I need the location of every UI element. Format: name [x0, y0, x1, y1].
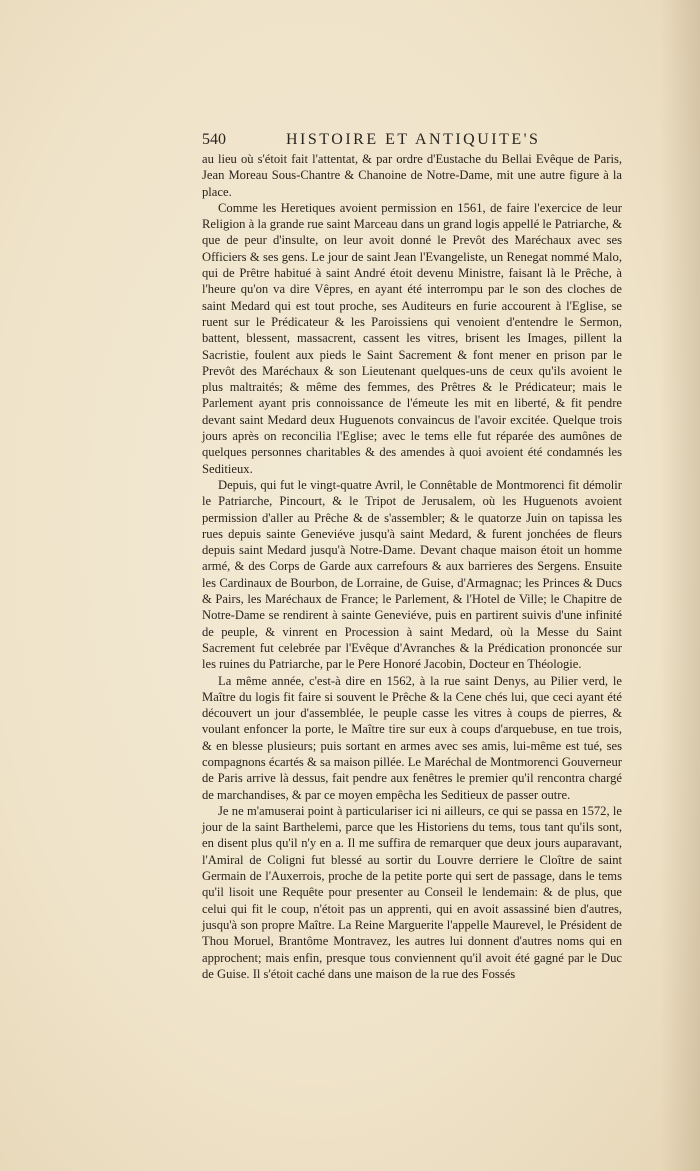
paragraph-rue-saint-denys-1562: La même année, c'est-à dire en 1562, à la rue saint Denys, au Pilier verd, le Maître du logis fit faire si souvent le Prêche & la Cene chés lui, que ceci ayant été découvert un jour d'assemblée, le peuple casse les vitres à coups de pierres, & voulant enfoncer la porte, le Maître tire sur eux à coups d'arquebuse, en tue trois, & en blesse plusieurs; puis sortant en armes avec ses amis, lui-même est tué, ses compagnons écartés & sa maison pillée. Le Maréchal de Montmorenci Gouverneur de Paris arrive là dessus, fait pendre aux fenêtres le premier qu'il rencontra chargé de marchandises, & par ce moyen empêcha les Seditieux de passer outre.	[202, 673, 622, 802]
paragraph-heretiques-1561: Comme les Heretiques avoient permission en 1561, de faire l'exercice de leur Religion à la grande rue saint Marceau dans un grand logis appellé le Patriarche, & que de peur d'insulte, on leur avoit donné le Prevôt des Maréchaux avec ses Officiers & ses gens. Le jour de saint Jean l'Evangeliste, un Renegat nommé Malo, qui de Prêtre habitué à saint André étoit devenu Ministre, faisant là le Prêche, à l'heure qu'on va dire Vêpres, en ayant été interrompu par le son des cloches de saint Medard qui est tout proche, ses Auditeurs en furie accourent à l'Eglise, se ruent sur le Prédicateur & les Paroissiens qui venoient d'entendre le Sermon, battent, blessent, massacrent, cassent les vitres, brisent les Images, pillent la Sacristie, foulent aux pieds le Saint Sacrement & font mener en prison par le Prevôt des Maréchaux & son Lieutenant quelques-uns de ceux qu'ils avoient le plus maltraités; & même des femmes, des Prêtres & le Prédicateur; mais le Parlement ayant pris connoissance de l'émeute les mit en liberté, & fit pendre devant saint Medard deux Huguenots convaincus de l'avoir excitée. Quelque trois jours après on reconcilia l'Eglise; avec le tems elle fut réparée des aumônes de quelques personnes charitables & des amendes à quoi avoient été condamnés les Seditieux.	[202, 200, 622, 476]
paragraph-continuation: au lieu où s'étoit fait l'attentat, & par ordre d'Eustache du Bellai Evêque de Paris, Jean Moreau Sous-Chantre & Chanoine de Notre-Dame, mit une autre figure à la place.	[202, 152, 622, 199]
paragraph-saint-barthelemi-1572: Je ne m'amuserai point à particulariser ici ni ailleurs, ce qui se passa en 1572, le jour de la saint Barthelemi, parce que les Historiens du tems, tous tant qu'ils sont, en disent plus qu'il n'y en a. Il me suffira de remarquer que deux jours auparavant, l'Amiral de Coligni fut blessé au sortir du Louvre derriere le Cloître de saint Germain de l'Auxerrois, proche de la petite porte qui sert de passage, dans le tems qu'il lisoit une Requête pour presenter au Conseil le lendemain: & de plus, que celui qui fit le coup, n'étoit pas un apprenti, qui en avoit assassiné bien d'autres, jusqu'à son propre Maître. La Reine Marguerite l'appelle Maurevel, le Président de Thou Moruel, Brantôme Montravez, les autres lui donnent d'autres noms qui en approchent; mais enfin, presque tous conviennent qu'il avoit été gagné par le Duc de Guise. Il s'étoit caché dans une maison de la rue des Fossés	[202, 803, 622, 981]
running-head	[202, 131, 622, 153]
page-number: 540	[202, 131, 226, 148]
paragraph-connetable-montmorenci: Depuis, qui fut le vingt-quatre Avril, le Connêtable de Montmorenci fit démolir le Patriarche, Pincourt, & le Tripot de Jerusalem, où les Huguenots avoient permission d'aller au Prêche & de s'assembler; & le quatorze Juin on tapissa les rues depuis sainte Geneviéve jusqu'à saint Medard, & furent jonchées de fleurs depuis saint Medard jusqu'à Notre-Dame. Devant chaque maison étoit un homme armé, & des Corps de Garde aux carrefours & aux barrieres des Sergens. Ensuite les Cardinaux de Bourbon, de Lorraine, de Guise, d'Armagnac; les Princes & Ducs & Pairs, les Maréchaux de France; le Parlement, & l'Hotel de Ville; le Chapitre de Notre-Dame se rendirent à sainte Geneviéve, puis en partirent suivis d'une infinité de peuple, & vinrent en Procession à saint Medard, où la Messe du Saint Sacrement fut celebrée par l'Evêque d'Avranches & la Prédication prononcée sur les ruines du Patriarche, par le Pere Honoré Jacobin, Docteur en Théologie.	[202, 477, 622, 672]
page-edge-shadow	[660, 0, 700, 1171]
running-title: HISTOIRE ET ANTIQUITE'S	[286, 131, 541, 148]
body-text	[202, 151, 622, 982]
